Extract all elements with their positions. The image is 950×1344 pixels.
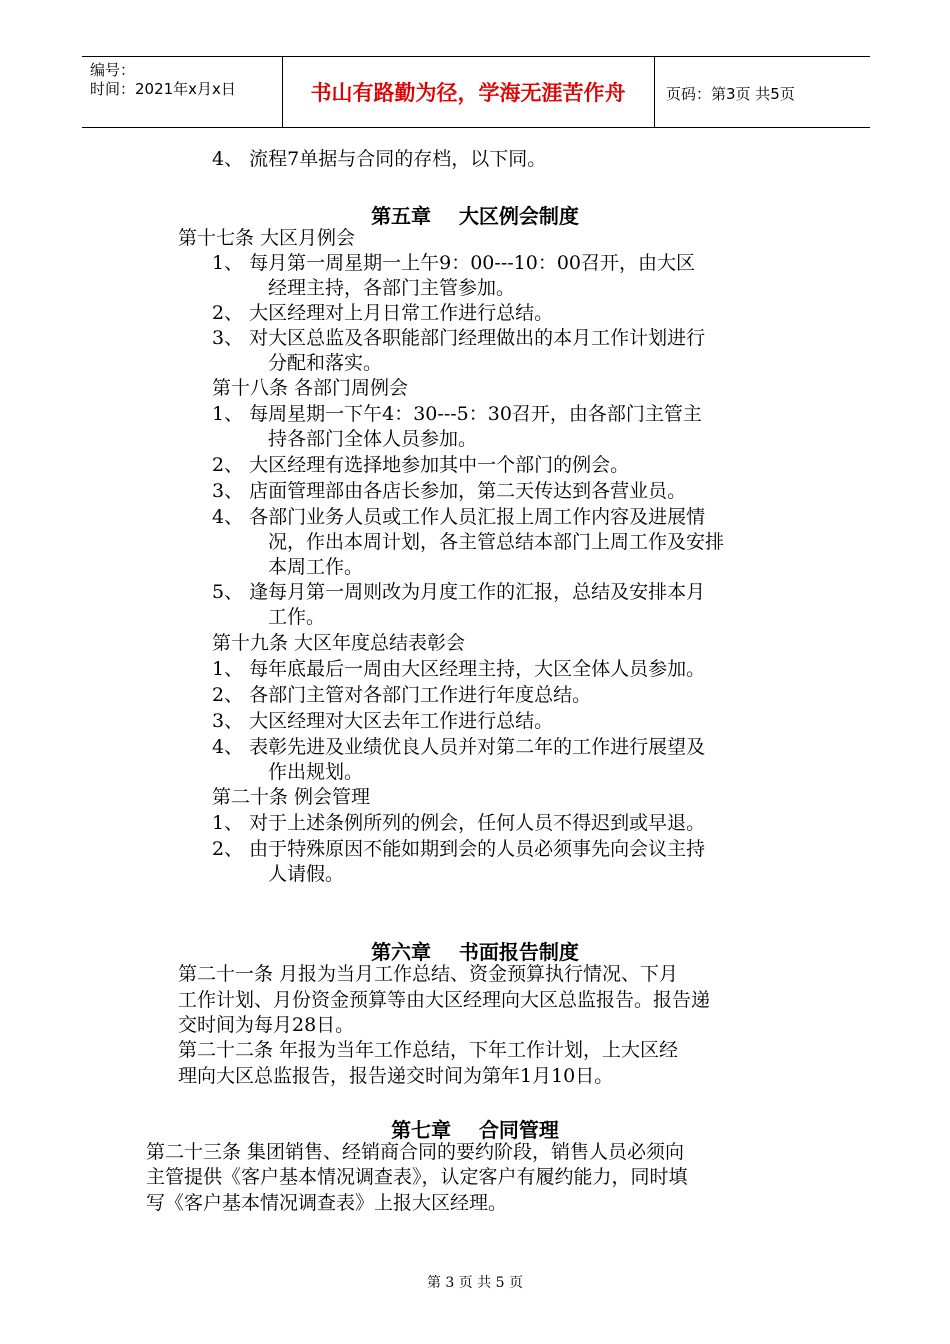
list-item: 2、 由于特殊原因不能如期到会的人员必须事先向会议主持 <box>212 838 706 860</box>
header-divider <box>654 57 655 127</box>
serial-number-label: 编号： <box>90 61 136 79</box>
chapter-heading-5: 第五章 大区例会制度 <box>371 204 579 228</box>
list-item: 1、 每月第一周星期一上午9：00---10：00召开，由大区 <box>212 252 696 274</box>
list-item: 3、 对大区总监及各职能部门经理做出的本月工作计划进行 <box>212 327 706 349</box>
paragraph-line: 理向大区总监报告，报告递交时间为第年1月10日。 <box>178 1065 614 1087</box>
list-item: 3、 大区经理对大区去年工作进行总结。 <box>212 710 554 732</box>
list-item-continuation: 持各部门全体人员参加。 <box>268 428 478 450</box>
chapter-heading-7: 第七章 合同管理 <box>391 1118 559 1142</box>
list-item-continuation: 经理主持，各部门主管参加。 <box>268 277 516 299</box>
list-item: 1、 每年底最后一周由大区经理主持，大区全体人员参加。 <box>212 658 706 680</box>
article-heading: 第十八条 各部门周例会 <box>212 377 409 399</box>
paragraph-line: 第二十二条 年报为当年工作总结，下年工作计划，上大区经 <box>178 1039 679 1061</box>
list-item: 1、 对于上述条例所列的例会，任何人员不得迟到或早退。 <box>212 812 706 834</box>
paragraph-line: 第二十三条 集团销售、经销商合同的要约阶段，销售人员必须向 <box>146 1141 685 1163</box>
list-item-continuation: 作出规划。 <box>268 761 364 783</box>
list-item: 1、 每周星期一下午4：30---5：30召开，由各部门主管主 <box>212 403 702 425</box>
paragraph-line: 工作计划、月份资金预算等由大区经理向大区总监报告。报告递 <box>178 989 711 1011</box>
list-item: 2、 大区经理对上月日常工作进行总结。 <box>212 302 554 324</box>
article-heading: 第十九条 大区年度总结表彰会 <box>212 632 466 654</box>
list-item: 5、 逢每月第一周则改为月度工作的汇报，总结及安排本月 <box>212 581 706 603</box>
paragraph-line: 交时间为每月28日。 <box>178 1014 355 1036</box>
list-item-continuation: 本周工作。 <box>268 556 364 578</box>
list-item-continuation: 分配和落实。 <box>268 352 383 374</box>
article-heading: 第二十条 例会管理 <box>212 786 371 808</box>
paragraph-line: 第二十一条 月报为当月工作总结、资金预算执行情况、下月 <box>178 963 679 985</box>
list-item: 3、 店面管理部由各店长参加，第二天传达到各营业员。 <box>212 480 687 502</box>
list-item: 4、 流程7单据与合同的存档，以下同。 <box>212 148 547 170</box>
list-item: 2、 大区经理有选择地参加其中一个部门的例会。 <box>212 454 630 476</box>
list-item: 2、 各部门主管对各部门工作进行年度总结。 <box>212 684 592 706</box>
list-item: 4、 表彰先进及业绩优良人员并对第二年的工作进行展望及 <box>212 736 706 758</box>
chapter-heading-6: 第六章 书面报告制度 <box>371 940 579 964</box>
list-item-continuation: 工作。 <box>268 606 326 628</box>
paragraph-line: 写《客户基本情况调查表》上报大区经理。 <box>146 1192 508 1214</box>
article-heading: 第十七条 大区月例会 <box>178 227 356 249</box>
page-header <box>82 56 870 128</box>
header-motto: 书山有路勤为径，学海无涯苦作舟 <box>310 81 626 105</box>
list-item: 4、 各部门业务人员或工作人员汇报上周工作内容及进展情 <box>212 506 706 528</box>
time-label: 时间：2021年x月x日 <box>90 80 236 98</box>
page-footer: 第 3 页 共 5 页 <box>426 1275 524 1291</box>
list-item-continuation: 人请假。 <box>268 863 345 885</box>
header-meta <box>90 61 236 99</box>
paragraph-line: 主管提供《客户基本情况调查表》，认定客户有履约能力，同时填 <box>146 1166 688 1188</box>
header-page-info: 页码：第3页 共5页 <box>666 85 795 103</box>
list-item-continuation: 况，作出本周计划，各主管总结本部门上周工作及安排 <box>268 531 725 553</box>
